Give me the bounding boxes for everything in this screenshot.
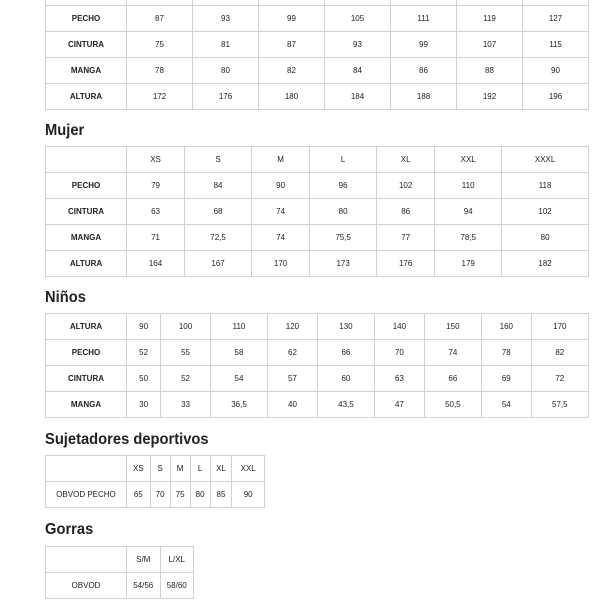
table-cell: 140	[375, 314, 425, 340]
table-cell: 119	[457, 6, 523, 32]
table-cell: 90	[232, 482, 265, 508]
table-cell: 93	[193, 6, 259, 32]
table-cell: 66	[424, 366, 481, 392]
row-label: MANGA	[46, 58, 127, 84]
table-cell: 110	[210, 314, 267, 340]
table-cell: 167	[185, 251, 252, 277]
table-cell: 60	[317, 366, 374, 392]
table-cell: 176	[377, 251, 435, 277]
table-cell: 111	[391, 6, 457, 32]
row-label: OBVOD	[46, 573, 127, 599]
table-cell: 69	[482, 366, 532, 392]
row-label: ALTURA	[46, 314, 127, 340]
table-cell: 86	[377, 199, 435, 225]
table-row	[46, 573, 194, 599]
size-header: S	[185, 147, 252, 173]
table-header-row	[46, 547, 194, 573]
size-header: XXL	[435, 147, 502, 173]
table-cell: 85	[210, 482, 232, 508]
mujer-size-table	[45, 146, 589, 277]
size-header: L/XL	[160, 547, 194, 573]
table-cell: 84	[185, 173, 252, 199]
table-cell	[46, 147, 127, 173]
table-cell: 47	[375, 392, 425, 418]
table-cell: 99	[259, 6, 325, 32]
table-cell: 70	[150, 482, 170, 508]
table-cell: 196	[523, 84, 589, 110]
table-cell: 77	[377, 225, 435, 251]
row-label: CINTURA	[46, 32, 127, 58]
table-cell: 179	[435, 251, 502, 277]
table-cell: 70	[375, 340, 425, 366]
table-cell: 150	[424, 314, 481, 340]
table-cell: 80	[193, 58, 259, 84]
table-cell: 130	[317, 314, 374, 340]
table-cell: 52	[127, 340, 161, 366]
table-cell: 99	[391, 32, 457, 58]
table-row	[46, 173, 589, 199]
section-title-sujetadores: Sujetadores deportivos	[45, 431, 209, 448]
table-cell: 87	[259, 32, 325, 58]
table-cell: 75	[127, 32, 193, 58]
table-cell: 52	[161, 366, 211, 392]
table-cell: 78	[127, 58, 193, 84]
table-cell: 54	[482, 392, 532, 418]
table-cell: 182	[502, 251, 589, 277]
row-label: OBVOD PECHO	[46, 482, 127, 508]
table-cell: 82	[259, 58, 325, 84]
table-row	[46, 314, 589, 340]
table-cell: 107	[457, 32, 523, 58]
table-cell: 170	[252, 251, 310, 277]
table-cell: 50	[127, 366, 161, 392]
table-cell: 80	[502, 225, 589, 251]
table-row	[46, 251, 589, 277]
table-row	[46, 84, 589, 110]
row-label: MANGA	[46, 392, 127, 418]
table-cell: 63	[375, 366, 425, 392]
table-cell: 74	[424, 340, 481, 366]
row-label: PECHO	[46, 6, 127, 32]
size-header: XXL	[232, 456, 265, 482]
table-cell: 84	[325, 58, 391, 84]
table-cell: 30	[127, 392, 161, 418]
table-cell: 58/60	[160, 573, 194, 599]
table-cell: 58	[210, 340, 267, 366]
table-cell: 120	[268, 314, 318, 340]
size-header: M	[170, 456, 190, 482]
table-cell: 78	[482, 340, 532, 366]
table-row	[46, 366, 589, 392]
gorras-size-table	[45, 546, 194, 599]
table-cell: 173	[310, 251, 377, 277]
table-cell: 93	[325, 32, 391, 58]
table-cell: 176	[193, 84, 259, 110]
table-cell: 36,5	[210, 392, 267, 418]
table-cell: 88	[457, 58, 523, 84]
table-cell: 164	[127, 251, 185, 277]
table-cell: 86	[391, 58, 457, 84]
table-row	[46, 225, 589, 251]
table-row	[46, 392, 589, 418]
table-cell: 68	[185, 199, 252, 225]
sujetadores-size-table	[45, 455, 265, 508]
table-cell: 66	[317, 340, 374, 366]
size-header: M	[252, 147, 310, 173]
table-cell: 72	[531, 366, 588, 392]
table-cell: 170	[531, 314, 588, 340]
table-row	[46, 32, 589, 58]
table-cell: 94	[435, 199, 502, 225]
table-cell: 78,5	[435, 225, 502, 251]
table-cell	[46, 547, 127, 573]
table-cell: 115	[523, 32, 589, 58]
row-label: CINTURA	[46, 199, 127, 225]
table-cell: 100	[161, 314, 211, 340]
table-cell: 57	[268, 366, 318, 392]
row-label: ALTURA	[46, 84, 127, 110]
table-cell: 80	[310, 199, 377, 225]
table-cell: 180	[259, 84, 325, 110]
size-header: XS	[127, 147, 185, 173]
table-row	[46, 58, 589, 84]
row-label: PECHO	[46, 340, 127, 366]
table-cell: 62	[268, 340, 318, 366]
table-cell: 80	[190, 482, 210, 508]
size-header: XS	[127, 456, 151, 482]
row-label: ALTURA	[46, 251, 127, 277]
table-cell: 75,5	[310, 225, 377, 251]
table-row	[46, 199, 589, 225]
table-cell: 74	[252, 199, 310, 225]
table-cell: 33	[161, 392, 211, 418]
table-cell: 63	[127, 199, 185, 225]
table-cell: 65	[127, 482, 151, 508]
table-cell: 72,5	[185, 225, 252, 251]
table-cell: 105	[325, 6, 391, 32]
size-header: L	[190, 456, 210, 482]
section-title-gorras: Gorras	[45, 521, 94, 538]
section-title-mujer: Mujer	[45, 122, 85, 139]
table-cell: 96	[310, 173, 377, 199]
table-cell: 90	[523, 58, 589, 84]
ninos-size-table	[45, 313, 589, 418]
table-cell: 74	[252, 225, 310, 251]
table-cell: 79	[127, 173, 185, 199]
table-cell: 102	[377, 173, 435, 199]
table-cell: 172	[127, 84, 193, 110]
table-cell: 82	[531, 340, 588, 366]
table-cell: 192	[457, 84, 523, 110]
table-cell: 110	[435, 173, 502, 199]
table-cell	[46, 456, 127, 482]
table-cell: 90	[252, 173, 310, 199]
table-cell: 54	[210, 366, 267, 392]
hombre-size-table	[45, 0, 589, 110]
section-title-ninos: Niños	[45, 289, 86, 306]
table-row	[46, 340, 589, 366]
table-cell: 160	[482, 314, 532, 340]
size-header: XXXL	[502, 147, 589, 173]
table-cell: 102	[502, 199, 589, 225]
table-cell: 40	[268, 392, 318, 418]
table-cell: 118	[502, 173, 589, 199]
table-cell: 50,5	[424, 392, 481, 418]
size-header: S	[150, 456, 170, 482]
table-cell: 184	[325, 84, 391, 110]
size-header: L	[310, 147, 377, 173]
row-label: CINTURA	[46, 366, 127, 392]
table-header-row	[46, 456, 265, 482]
size-header: XL	[377, 147, 435, 173]
size-header: XL	[210, 456, 232, 482]
table-cell: 188	[391, 84, 457, 110]
table-header-row	[46, 147, 589, 173]
table-row	[46, 6, 589, 32]
table-cell: 127	[523, 6, 589, 32]
row-label: PECHO	[46, 173, 127, 199]
table-cell: 90	[127, 314, 161, 340]
table-cell: 43,5	[317, 392, 374, 418]
table-cell: 55	[161, 340, 211, 366]
row-label: MANGA	[46, 225, 127, 251]
table-cell: 57,5	[531, 392, 588, 418]
size-header: S/M	[127, 547, 161, 573]
table-cell: 71	[127, 225, 185, 251]
table-cell: 75	[170, 482, 190, 508]
table-cell: 54/56	[127, 573, 161, 599]
table-cell: 87	[127, 6, 193, 32]
table-row	[46, 482, 265, 508]
table-cell: 81	[193, 32, 259, 58]
